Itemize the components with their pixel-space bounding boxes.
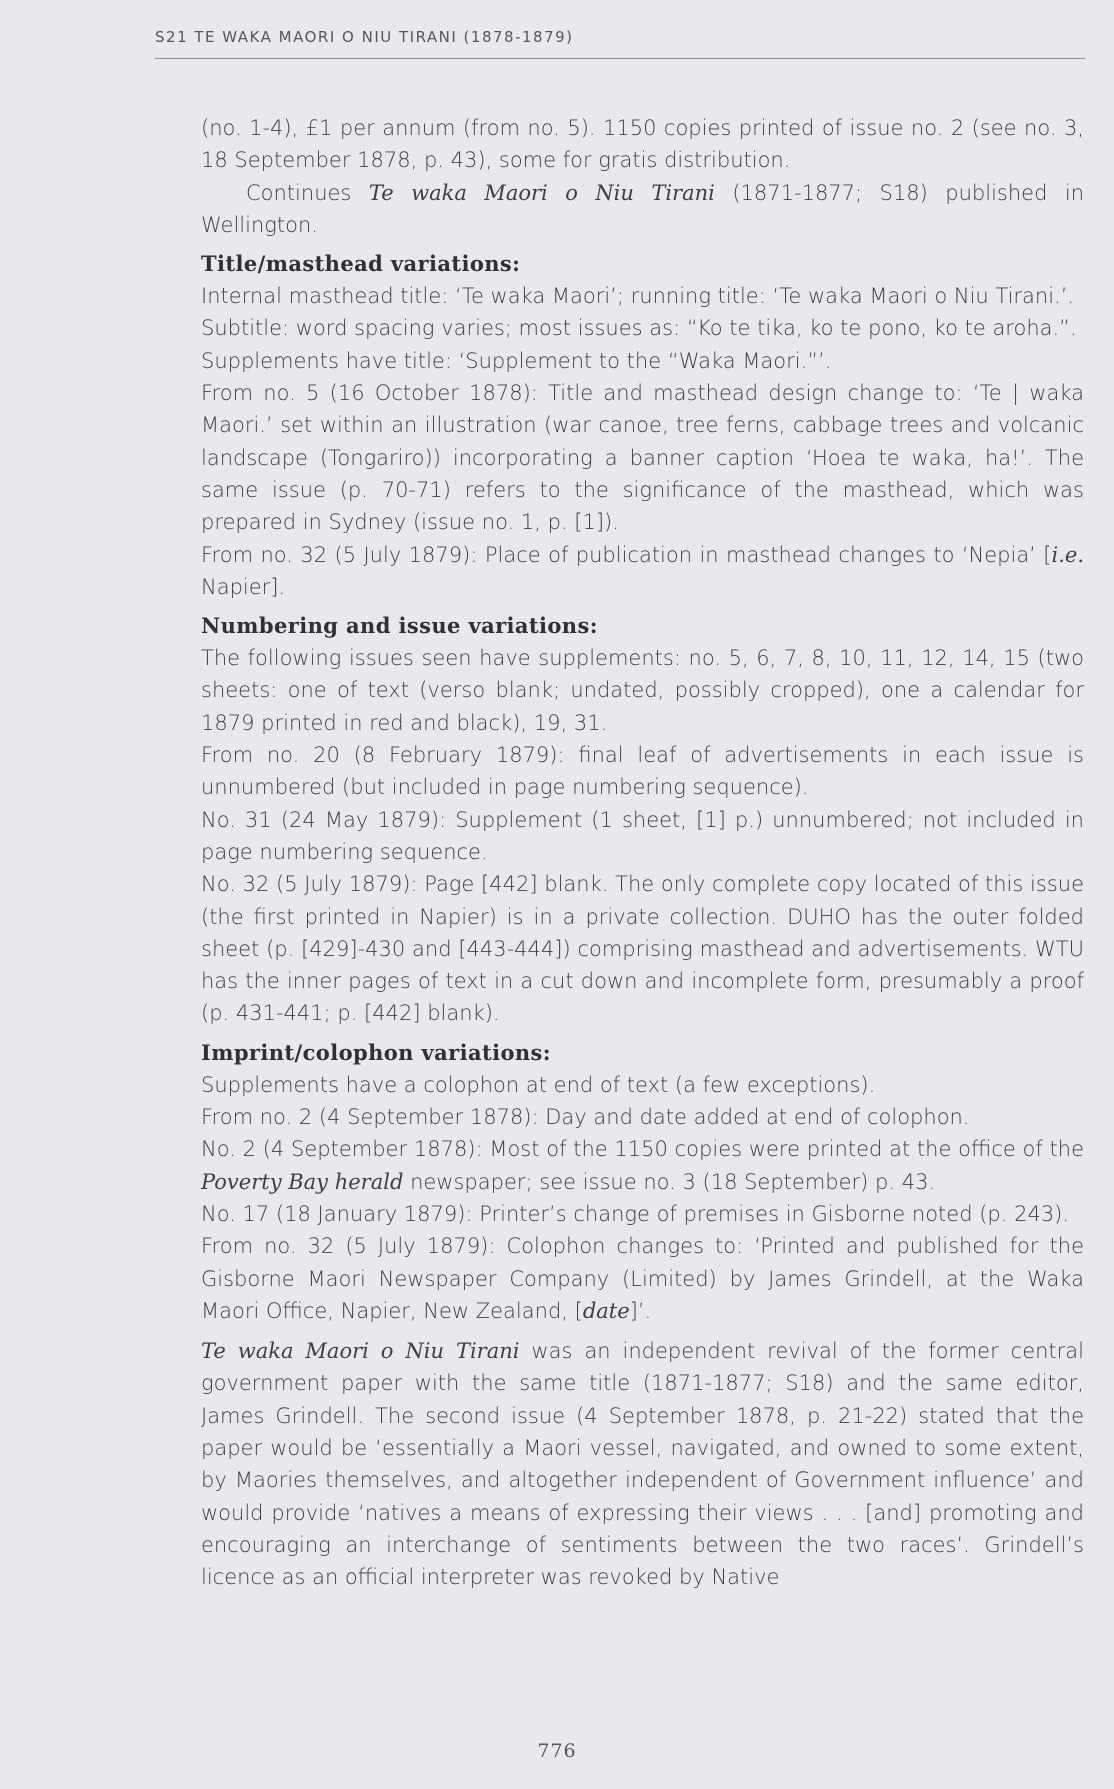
title-paragraph: Subtitle: word spacing varies; most issues as: “Ko te tika, ko te pono, ko te aroha.”. — [201, 316, 1077, 341]
imprint-heading: Imprint/colophon variations: — [201, 1039, 551, 1065]
numbering-heading: Numbering and issue variations: — [201, 613, 598, 639]
running-head: S21 TE WAKA MAORI O NIU TIRANI (1878-1879) — [155, 28, 574, 46]
numbering-paragraph: From no. 20 (8 February 1879): final leaf of advertisements in each issue is unnumbered (but included in page numbering sequence). — [201, 743, 1084, 800]
title-italic: Te waka Maori o Niu Tirani — [368, 180, 715, 205]
imprint-paragraph: No. 2 (4 September 1878): Most of the 1150 copies were printed at the office of the Poverty Bay herald newspaper; see issue no. 3 (18 September) p. 43. — [201, 1137, 1084, 1194]
title-paragraph: Internal masthead title: ‘Te waka Maori’; running title: ‘Te waka Maori o Niu Tirani.’. — [201, 284, 1075, 309]
title-paragraph: Supplements have title: ‘Supplement to the “Waka Maori.”’. — [201, 348, 832, 373]
page-number: 776 — [537, 1740, 577, 1762]
title-paragraph: From no. 32 (5 July 1879): Place of publication in masthead changes to ‘Nepia’ [i.e. Napier]. — [201, 542, 1084, 599]
header-rule — [155, 58, 1085, 59]
imprint-paragraph: From no. 2 (4 September 1878): Day and date added at end of colophon. — [201, 1105, 970, 1130]
imprint-paragraph: No. 17 (18 January 1879): Printer’s change of premises in Gisborne noted (p. 243). — [201, 1201, 1070, 1226]
intro-paragraph: (no. 1-4), £1 per annum (from no. 5). 1150 copies printed of issue no. 2 (see no. 3, 18 September 1878, p. 43), some for gratis distribution. — [201, 116, 1084, 173]
imprint-paragraph: From no. 32 (5 July 1879): Colophon changes to: ‘Printed and published for the Gisborne Maori Newspaper Company (Limited) by James Grindell, at the Waka Maori Office, Napier, New Zealand, [date]’. — [201, 1234, 1084, 1323]
title-paragraph: From no. 5 (16 October 1878): Title and masthead design change to: ‘Te | waka Maori.’ set within an illustration (war canoe, tree ferns, cabbage trees and volcanic landscape (Tongariro)) incorporating a banner caption ‘Hoea te waka, ha!’. The same issue (p. 70-71) refers to the significance of the masthead, which was prepared in Sydney (issue no. 1, p. [1]). — [201, 381, 1084, 535]
page-body — [201, 112, 1084, 1593]
title-masthead-heading: Title/masthead variations: — [201, 251, 521, 277]
numbering-paragraph: No. 32 (5 July 1879): Page [442] blank. The only complete copy located of this issue (the first printed in Napier) is in a private collection. DUHO has the outer folded sheet (p. [429]-430 and [443-444]) comprising masthead and advertisements. WTU has the inner pages of text in a cut down and incomplete form, presumably a proof (p. 431-441; p. [442] blank). — [201, 872, 1084, 1026]
numbering-paragraph: No. 31 (24 May 1879): Supplement (1 sheet, [1] p.) unnumbered; not included in page numbering sequence. — [201, 807, 1084, 864]
imprint-paragraph: Supplements have a colophon at end of text (a few exceptions). — [201, 1072, 876, 1097]
essay-paragraph: Te waka Maori o Niu Tirani was an independent revival of the former central government paper with the same title (1871-1877; S18) and the same editor, James Grindell. The second issue (4 September 1878, p. 21-22) stated that the paper would be ‘essentially a Maori vessel, navigated, and owned to some extent, by Maories themselves, and altogether independent of Government influence’ and would provide ‘natives a means of expressing their views . . . [and] promoting and encouraging an interchange of sentiments between the two races’. Grindell’s licence as an official interpreter was revoked by Native — [201, 1339, 1085, 1590]
numbering-paragraph: The following issues seen have supplements: no. 5, 6, 7, 8, 10, 11, 12, 14, 15 (two sheets: one of text (verso blank; undated, possibly cropped), one a calendar for 1879 printed in red and black), 19, 31. — [201, 646, 1084, 735]
continues-paragraph: Continues Te waka Maori o Niu Tirani (1871-1877; S18) published in Wellington. — [201, 180, 1085, 237]
